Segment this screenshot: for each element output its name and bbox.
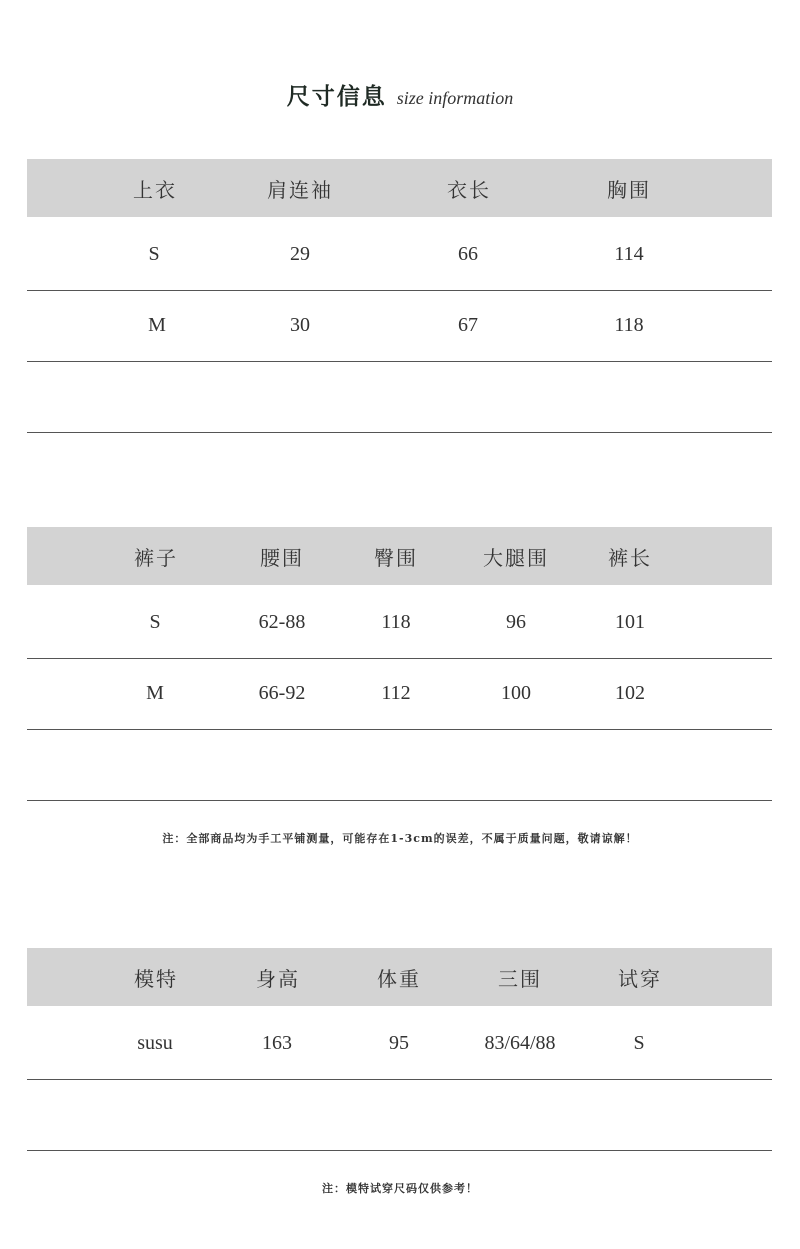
- table-cell: 114: [614, 243, 644, 265]
- table-cell: S: [633, 1032, 645, 1054]
- table-row-empty: [27, 361, 772, 433]
- table-cell: 101: [615, 611, 645, 633]
- table-cell: 66-92: [258, 682, 306, 704]
- header-cell: 胸围: [607, 177, 651, 202]
- measurement-note: 注：全部商品均为手工平铺测量，可能存在1-3cm的误差，不属于质量问题，敬请谅解！: [162, 832, 638, 845]
- table-row: [27, 587, 772, 659]
- table-cell: S: [149, 611, 161, 633]
- table-cell: 118: [381, 611, 411, 633]
- header-cell: 裤长: [608, 545, 652, 570]
- header-cell: 模特: [134, 966, 178, 991]
- table-row-empty: [27, 729, 772, 801]
- table-cell: 102: [615, 682, 645, 704]
- page-title: [0, 78, 800, 111]
- table-row: [27, 290, 772, 362]
- table-cell: M: [148, 314, 166, 336]
- header-cell: 体重: [377, 966, 421, 991]
- table-cell: 66: [458, 243, 478, 265]
- table-row: [27, 1008, 772, 1080]
- table-cell: 112: [381, 682, 411, 704]
- header-cell: 身高: [256, 966, 300, 991]
- table-cell: 30: [290, 314, 310, 336]
- table-cell: 96: [506, 611, 526, 633]
- table-row-empty: [27, 1079, 772, 1151]
- table-cell: 95: [389, 1032, 409, 1054]
- table-row: [27, 219, 772, 291]
- table-cell: 62-88: [258, 611, 306, 633]
- header-cell: 腰围: [260, 545, 304, 570]
- pants-table-header: [27, 527, 772, 585]
- title-chinese: 尺寸信息: [286, 83, 387, 110]
- header-cell: 衣长: [447, 177, 491, 202]
- header-cell: 上衣: [133, 177, 177, 202]
- model-note: 注：模特试穿尺码仅供参考！: [322, 1182, 478, 1195]
- table-cell: M: [146, 682, 164, 704]
- table-cell: 67: [458, 314, 478, 336]
- header-cell: 裤子: [134, 545, 178, 570]
- table-cell: 118: [614, 314, 644, 336]
- table-cell: 100: [501, 682, 531, 704]
- top-table-header: [27, 159, 772, 217]
- table-row: [27, 658, 772, 730]
- header-cell: 肩连袖: [267, 177, 333, 202]
- header-cell: 大腿围: [483, 545, 549, 570]
- header-cell: 试穿: [618, 966, 662, 991]
- title-english: size information: [396, 88, 514, 108]
- header-cell: 三围: [498, 966, 542, 991]
- table-cell: susu: [137, 1032, 173, 1054]
- header-cell: 臀围: [374, 545, 418, 570]
- table-cell: 163: [262, 1032, 292, 1054]
- table-cell: 29: [290, 243, 310, 265]
- table-cell: 83/64/88: [484, 1032, 556, 1054]
- model-table-header: [27, 948, 772, 1006]
- table-cell: S: [148, 243, 160, 265]
